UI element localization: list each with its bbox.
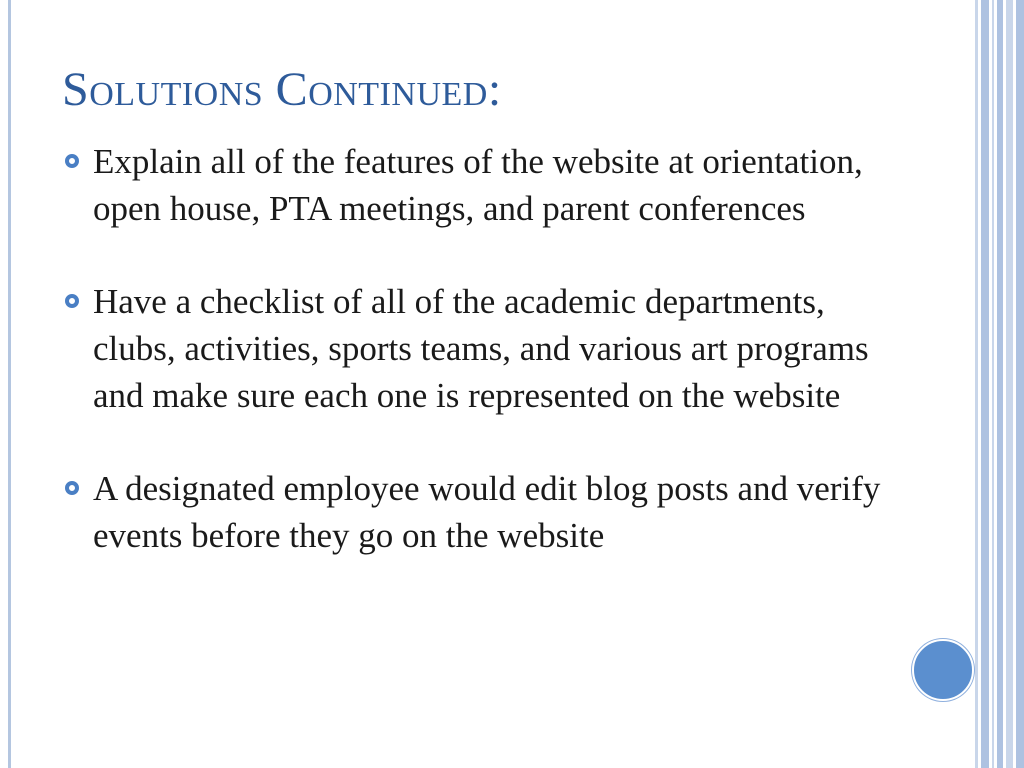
- bullet-item: [62, 138, 882, 232]
- right-stripe: [997, 0, 1003, 768]
- left-border-line: [8, 0, 11, 768]
- bullet-text: Have a checklist of all of the academic departments, clubs, activities, sports teams, and various art programs and make sure each one is represented on the website: [93, 282, 869, 415]
- right-stripe: [992, 0, 994, 768]
- slide-title: Solutions Continued:: [62, 63, 502, 116]
- bullet-icon: [65, 154, 79, 168]
- bullet-item: [62, 278, 882, 419]
- bullet-text: A designated employee would edit blog posts and verify events before they go on the website: [93, 469, 881, 555]
- bullet-icon: [65, 294, 79, 308]
- bullet-text: Explain all of the features of the website at orientation, open house, PTA meetings, and parent conferences: [93, 142, 863, 228]
- right-stripe: [1016, 0, 1024, 768]
- bullet-item: [62, 465, 882, 559]
- circle-decoration-icon: [912, 639, 974, 701]
- right-stripe: [975, 0, 978, 768]
- bullet-list: [62, 138, 882, 605]
- right-stripe: [981, 0, 989, 768]
- right-stripe: [1006, 0, 1013, 768]
- bullet-icon: [65, 481, 79, 495]
